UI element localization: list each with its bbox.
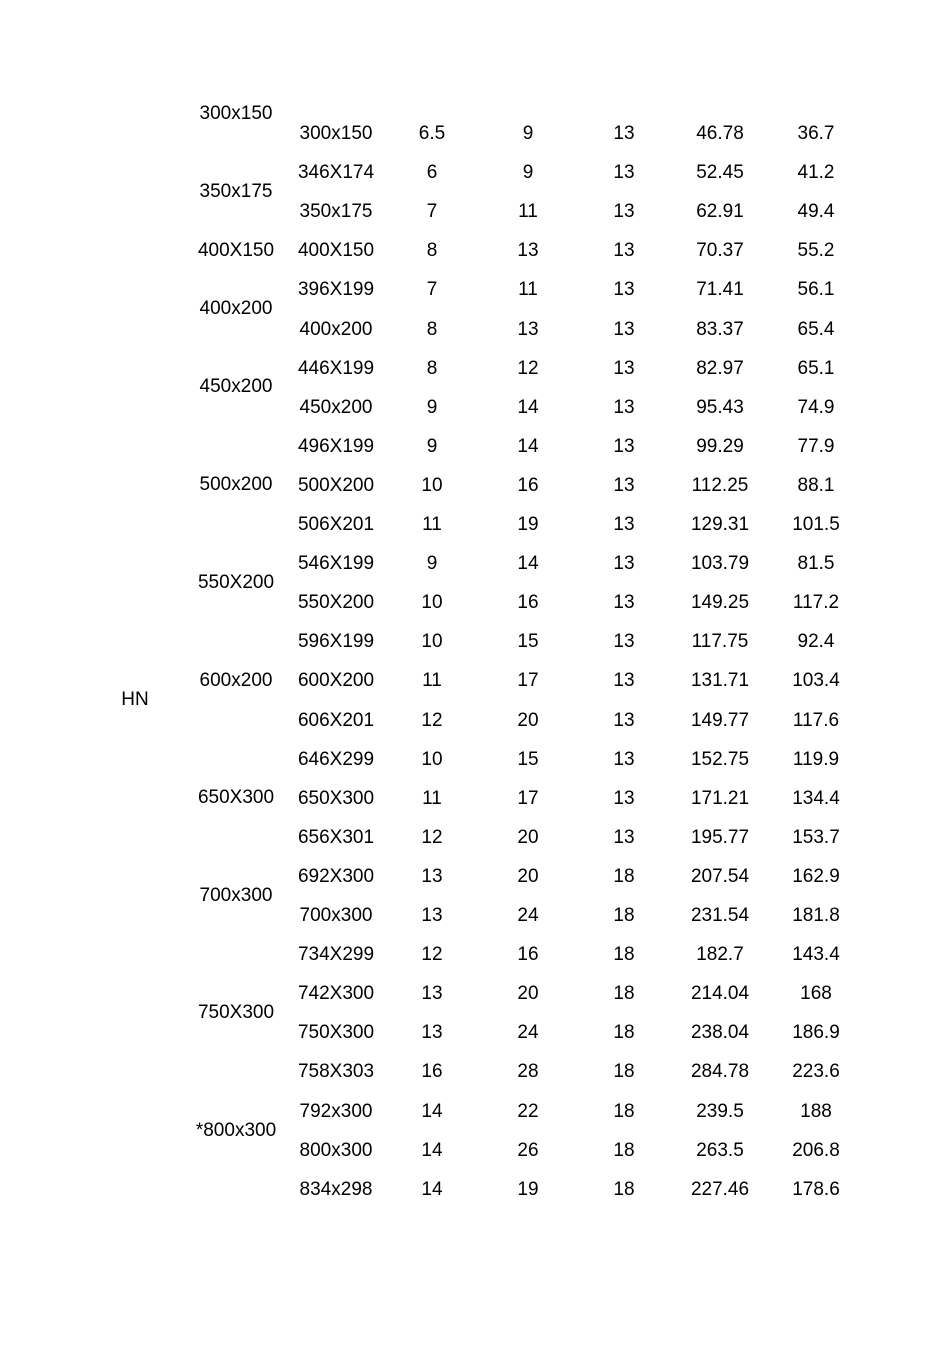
group-label: 350x175 <box>199 181 273 202</box>
area-cell: 129.31 <box>690 514 750 535</box>
web-thickness-cell: 10 <box>421 749 443 770</box>
size-cell: 346X174 <box>297 162 375 183</box>
weight-cell: 178.6 <box>792 1179 840 1200</box>
table-row <box>0 789 950 828</box>
area-cell: 99.29 <box>696 436 744 457</box>
flange-thickness-cell: 11 <box>518 201 538 222</box>
table-row <box>0 359 950 398</box>
table-row <box>0 984 950 1023</box>
table-row <box>0 1062 950 1101</box>
flange-thickness-cell: 16 <box>517 944 539 965</box>
size-cell: 758X303 <box>297 1061 375 1082</box>
group-label: 750X300 <box>197 1002 275 1023</box>
flange-thickness-cell: 15 <box>517 749 539 770</box>
area-cell: 117.75 <box>691 631 749 652</box>
radius-cell: 13 <box>613 436 635 457</box>
flange-thickness-cell: 20 <box>517 983 539 1004</box>
size-cell: 550X200 <box>297 592 375 613</box>
size-cell: 834x298 <box>299 1179 373 1200</box>
table-row <box>0 124 950 163</box>
weight-cell: 223.6 <box>792 1061 840 1082</box>
web-thickness-cell: 11 <box>422 788 442 809</box>
size-cell: 646X299 <box>297 749 375 770</box>
flange-thickness-cell: 19 <box>517 514 539 535</box>
weight-cell: 188 <box>800 1101 832 1122</box>
web-thickness-cell: 8 <box>426 319 438 340</box>
table-row <box>0 945 950 984</box>
area-cell: 195.77 <box>690 827 750 848</box>
table-row <box>0 593 950 632</box>
web-thickness-cell: 12 <box>421 827 443 848</box>
weight-cell: 134.4 <box>792 788 840 809</box>
area-cell: 284.78 <box>690 1061 750 1082</box>
weight-cell: 49.4 <box>797 201 835 222</box>
area-cell: 95.43 <box>696 397 744 418</box>
weight-cell: 119.9 <box>792 749 840 770</box>
web-thickness-cell: 12 <box>421 944 443 965</box>
flange-thickness-cell: 16 <box>517 592 539 613</box>
web-thickness-cell: 9 <box>426 436 438 457</box>
flange-thickness-cell: 12 <box>517 358 539 379</box>
table-row <box>0 476 950 515</box>
area-cell: 207.54 <box>690 866 750 887</box>
radius-cell: 13 <box>613 670 635 691</box>
web-thickness-cell: 10 <box>421 631 443 652</box>
web-thickness-cell: 13 <box>421 983 443 1004</box>
size-cell: 450x200 <box>299 397 373 418</box>
flange-thickness-cell: 14 <box>517 397 539 418</box>
area-cell: 70.37 <box>696 240 744 261</box>
radius-cell: 13 <box>613 319 635 340</box>
weight-cell: 117.6 <box>792 710 840 731</box>
table-row <box>0 320 950 359</box>
web-thickness-cell: 10 <box>421 592 443 613</box>
radius-cell: 13 <box>613 123 635 144</box>
radius-cell: 13 <box>613 514 635 535</box>
radius-cell: 13 <box>613 162 635 183</box>
group-label: 700x300 <box>199 885 273 906</box>
weight-cell: 153.7 <box>792 827 840 848</box>
weight-cell: 162.9 <box>792 866 840 887</box>
table-row <box>0 280 950 319</box>
group-label: 600x200 <box>199 670 273 691</box>
size-cell: 692X300 <box>297 866 375 887</box>
radius-cell: 13 <box>613 788 635 809</box>
flange-thickness-cell: 9 <box>522 162 534 183</box>
flange-thickness-cell: 17 <box>517 788 539 809</box>
radius-cell: 13 <box>613 475 635 496</box>
table-row <box>0 1102 950 1141</box>
group-label: 400x200 <box>199 298 273 319</box>
size-cell: 656X301 <box>297 827 375 848</box>
web-thickness-cell: 14 <box>421 1101 443 1122</box>
radius-cell: 13 <box>613 553 635 574</box>
weight-cell: 143.4 <box>792 944 840 965</box>
weight-cell: 55.2 <box>797 240 835 261</box>
table-row <box>0 437 950 476</box>
radius-cell: 13 <box>613 631 635 652</box>
size-cell: 506X201 <box>297 514 375 535</box>
flange-thickness-cell: 11 <box>518 279 538 300</box>
area-cell: 263.5 <box>696 1140 744 1161</box>
web-thickness-cell: 8 <box>426 240 438 261</box>
flange-thickness-cell: 16 <box>517 475 539 496</box>
weight-cell: 92.4 <box>797 631 835 652</box>
flange-thickness-cell: 15 <box>517 631 539 652</box>
weight-cell: 81.5 <box>797 553 835 574</box>
web-thickness-cell: 13 <box>421 866 443 887</box>
radius-cell: 13 <box>613 358 635 379</box>
web-thickness-cell: 14 <box>421 1140 443 1161</box>
table-row <box>0 711 950 750</box>
area-cell: 182.7 <box>696 944 744 965</box>
table-row <box>0 1141 950 1180</box>
web-thickness-cell: 7 <box>426 279 438 300</box>
web-thickness-cell: 13 <box>421 905 443 926</box>
area-cell: 82.97 <box>696 358 744 379</box>
size-cell: 600X200 <box>297 670 375 691</box>
table-row <box>0 1180 950 1219</box>
area-cell: 71.41 <box>696 279 744 300</box>
area-cell: 152.75 <box>690 749 750 770</box>
web-thickness-cell: 11 <box>422 670 442 691</box>
radius-cell: 13 <box>613 279 635 300</box>
group-label: 550X200 <box>197 572 275 593</box>
web-thickness-cell: 12 <box>421 710 443 731</box>
table-row <box>0 632 950 671</box>
flange-thickness-cell: 14 <box>517 436 539 457</box>
radius-cell: 13 <box>613 397 635 418</box>
radius-cell: 18 <box>613 866 635 887</box>
area-cell: 62.91 <box>696 201 744 222</box>
web-thickness-cell: 8 <box>426 358 438 379</box>
area-cell: 52.45 <box>696 162 744 183</box>
weight-cell: 186.9 <box>792 1022 840 1043</box>
weight-cell: 103.4 <box>792 670 840 691</box>
group-label: 500x200 <box>199 474 273 495</box>
web-thickness-cell: 6.5 <box>418 123 446 144</box>
flange-thickness-cell: 20 <box>517 710 539 731</box>
area-cell: 103.79 <box>690 553 750 574</box>
area-cell: 214.04 <box>690 983 750 1004</box>
size-cell: 400x200 <box>299 319 373 340</box>
table-row <box>0 241 950 280</box>
web-thickness-cell: 13 <box>421 1022 443 1043</box>
table-row <box>0 1023 950 1062</box>
flange-thickness-cell: 14 <box>517 553 539 574</box>
area-cell: 238.04 <box>690 1022 750 1043</box>
web-thickness-cell: 14 <box>421 1179 443 1200</box>
area-cell: 149.25 <box>690 592 750 613</box>
weight-cell: 36.7 <box>797 123 835 144</box>
flange-thickness-cell: 28 <box>517 1061 539 1082</box>
flange-thickness-cell: 19 <box>517 1179 539 1200</box>
group-label: *800x300 <box>195 1120 277 1141</box>
weight-cell: 41.2 <box>797 162 835 183</box>
size-cell: 650X300 <box>297 788 375 809</box>
radius-cell: 18 <box>613 1140 635 1161</box>
radius-cell: 18 <box>613 1061 635 1082</box>
area-cell: 239.5 <box>696 1101 744 1122</box>
web-thickness-cell: 9 <box>426 553 438 574</box>
table-row <box>0 867 950 906</box>
size-cell: 800x300 <box>299 1140 373 1161</box>
series-label: HN <box>121 689 149 710</box>
table-row <box>0 828 950 867</box>
table-row <box>0 750 950 789</box>
area-cell: 231.54 <box>690 905 750 926</box>
radius-cell: 18 <box>613 905 635 926</box>
group-label: 450x200 <box>199 376 273 397</box>
group-label: 300x150 <box>199 103 273 124</box>
size-cell: 606X201 <box>297 710 375 731</box>
web-thickness-cell: 10 <box>421 475 443 496</box>
table-row <box>0 515 950 554</box>
weight-cell: 101.5 <box>792 514 840 535</box>
size-cell: 350x175 <box>299 201 373 222</box>
size-cell: 546X199 <box>297 553 375 574</box>
size-cell: 792x300 <box>299 1101 373 1122</box>
table-row <box>0 906 950 945</box>
radius-cell: 18 <box>613 983 635 1004</box>
web-thickness-cell: 16 <box>421 1061 443 1082</box>
flange-thickness-cell: 24 <box>517 905 539 926</box>
size-cell: 742X300 <box>297 983 375 1004</box>
group-label: 400X150 <box>197 240 275 261</box>
radius-cell: 18 <box>613 1179 635 1200</box>
weight-cell: 77.9 <box>797 436 835 457</box>
weight-cell: 117.2 <box>792 592 840 613</box>
table-row <box>0 202 950 241</box>
area-cell: 46.78 <box>696 123 744 144</box>
area-cell: 149.77 <box>690 710 750 731</box>
table-row <box>0 671 950 710</box>
radius-cell: 13 <box>613 749 635 770</box>
radius-cell: 13 <box>613 827 635 848</box>
radius-cell: 13 <box>613 201 635 222</box>
weight-cell: 56.1 <box>797 279 835 300</box>
radius-cell: 13 <box>613 710 635 731</box>
size-cell: 496X199 <box>297 436 375 457</box>
radius-cell: 13 <box>613 592 635 613</box>
radius-cell: 18 <box>613 944 635 965</box>
table-row <box>0 554 950 593</box>
weight-cell: 74.9 <box>797 397 835 418</box>
size-cell: 700x300 <box>299 905 373 926</box>
flange-thickness-cell: 13 <box>517 240 539 261</box>
flange-thickness-cell: 13 <box>517 319 539 340</box>
flange-thickness-cell: 9 <box>522 123 534 144</box>
weight-cell: 206.8 <box>792 1140 840 1161</box>
weight-cell: 181.8 <box>792 905 840 926</box>
area-cell: 171.21 <box>690 788 750 809</box>
table-row <box>0 398 950 437</box>
weight-cell: 65.1 <box>797 358 835 379</box>
flange-thickness-cell: 26 <box>517 1140 539 1161</box>
size-cell: 396X199 <box>297 279 375 300</box>
weight-cell: 88.1 <box>797 475 835 496</box>
table-row <box>0 163 950 202</box>
size-cell: 734X299 <box>297 944 375 965</box>
radius-cell: 18 <box>613 1101 635 1122</box>
size-cell: 596X199 <box>297 631 375 652</box>
web-thickness-cell: 11 <box>422 514 442 535</box>
flange-thickness-cell: 24 <box>517 1022 539 1043</box>
weight-cell: 65.4 <box>797 319 835 340</box>
weight-cell: 168 <box>800 983 832 1004</box>
radius-cell: 18 <box>613 1022 635 1043</box>
web-thickness-cell: 9 <box>426 397 438 418</box>
area-cell: 112.25 <box>691 475 749 496</box>
group-label: 650X300 <box>197 787 275 808</box>
size-cell: 500X200 <box>297 475 375 496</box>
size-cell: 300x150 <box>299 123 373 144</box>
area-cell: 131.71 <box>690 670 750 691</box>
flange-thickness-cell: 20 <box>517 827 539 848</box>
size-cell: 446X199 <box>297 358 375 379</box>
web-thickness-cell: 6 <box>426 162 438 183</box>
area-cell: 83.37 <box>696 319 744 340</box>
flange-thickness-cell: 20 <box>517 866 539 887</box>
area-cell: 227.46 <box>690 1179 750 1200</box>
size-cell: 400X150 <box>297 240 375 261</box>
flange-thickness-cell: 17 <box>517 670 539 691</box>
size-cell: 750X300 <box>297 1022 375 1043</box>
radius-cell: 13 <box>613 240 635 261</box>
flange-thickness-cell: 22 <box>517 1101 539 1122</box>
web-thickness-cell: 7 <box>426 201 438 222</box>
